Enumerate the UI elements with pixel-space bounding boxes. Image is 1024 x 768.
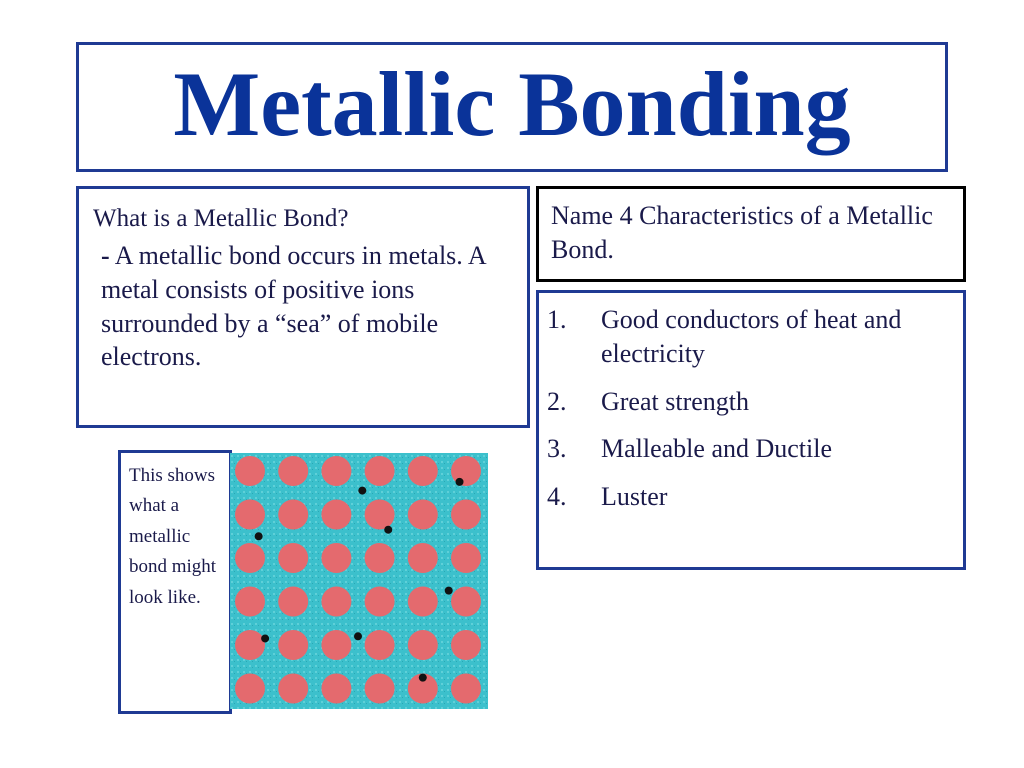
electron	[354, 632, 362, 640]
electron	[255, 532, 263, 540]
metallic-lattice-illustration	[230, 453, 488, 709]
ion	[278, 674, 308, 704]
ion	[365, 456, 395, 486]
ion	[408, 456, 438, 486]
ion	[321, 674, 351, 704]
ion	[451, 456, 481, 486]
ion	[235, 630, 265, 660]
list-item	[547, 303, 955, 371]
list-item	[547, 432, 955, 466]
definition-box	[76, 186, 530, 428]
ion	[365, 630, 395, 660]
ion	[451, 500, 481, 530]
ion	[321, 587, 351, 617]
ion	[451, 630, 481, 660]
ion	[235, 456, 265, 486]
electron	[358, 487, 366, 495]
ion	[451, 674, 481, 704]
ion	[408, 587, 438, 617]
ion	[365, 587, 395, 617]
ion	[321, 630, 351, 660]
list-item-number: 2.	[547, 386, 567, 416]
ion	[321, 500, 351, 530]
ion	[408, 500, 438, 530]
title-box	[76, 42, 948, 172]
characteristics-list-box	[536, 290, 966, 570]
list-item-text: Luster	[601, 482, 668, 512]
answer-text: A metallic bond occurs in metals. A metal consists of positive ions surrounded by a “sea” of mobile electrons.	[101, 241, 486, 372]
list-item-number: 4.	[547, 482, 567, 512]
definition-question: What is a Metallic Bond?	[93, 205, 349, 232]
ion	[451, 543, 481, 573]
ion	[365, 543, 395, 573]
ion	[235, 674, 265, 704]
ion	[451, 587, 481, 617]
list-item-text: Great strength	[601, 386, 750, 416]
ion	[321, 543, 351, 573]
illustration-caption: This shows what a metallic bond might look like.	[129, 465, 217, 608]
ion	[321, 456, 351, 486]
definition-answer	[101, 239, 513, 374]
page-title: Metallic Bonding	[173, 53, 851, 155]
characteristics-heading: Name 4 Characteristics of a Metallic Bond.	[551, 201, 933, 264]
list-item	[547, 385, 955, 419]
characteristics-heading-box	[536, 186, 966, 282]
ion	[235, 587, 265, 617]
ion	[278, 630, 308, 660]
ion	[235, 500, 265, 530]
electron	[456, 478, 464, 486]
list-item-text: Malleable and Ductile	[601, 434, 833, 464]
electron	[445, 587, 453, 595]
answer-dash: -	[101, 241, 110, 270]
ion	[365, 674, 395, 704]
ion	[235, 543, 265, 573]
electron	[261, 634, 269, 642]
ion	[278, 587, 308, 617]
list-item-number: 3.	[547, 434, 567, 464]
ion	[278, 456, 308, 486]
electron	[384, 526, 392, 534]
electron	[419, 674, 427, 682]
caption-box	[118, 450, 232, 714]
ion	[278, 543, 308, 573]
ion	[408, 543, 438, 573]
ion	[365, 500, 395, 530]
list-item-number: 1.	[547, 305, 567, 334]
characteristics-list	[547, 303, 955, 514]
list-item	[547, 480, 955, 514]
list-item-text: Good conductors of heat and electricity	[601, 305, 902, 368]
ion	[408, 630, 438, 660]
ion	[278, 500, 308, 530]
